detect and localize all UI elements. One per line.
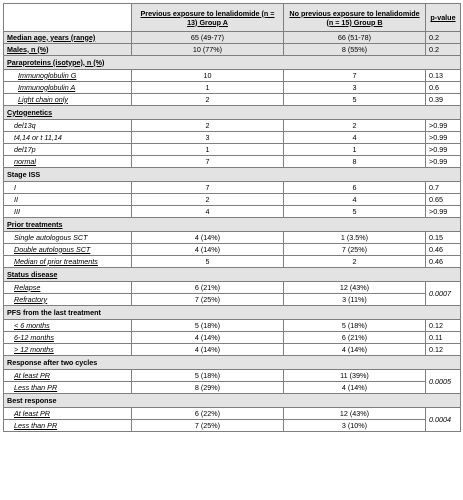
group-b-value: 12 (43%) bbox=[284, 408, 426, 420]
row-label: del17p bbox=[4, 144, 132, 156]
group-b-value: 3 (10%) bbox=[284, 420, 426, 432]
p-value: 0.65 bbox=[426, 194, 461, 206]
row-label: Refractory bbox=[4, 294, 132, 306]
group-b-value: 4 (14%) bbox=[284, 382, 426, 394]
table-row bbox=[4, 370, 461, 382]
table-row bbox=[4, 232, 461, 244]
table-row bbox=[4, 94, 461, 106]
table-row bbox=[4, 420, 461, 432]
header-p-value: p-value bbox=[426, 4, 461, 32]
group-a-value: 4 (14%) bbox=[132, 244, 284, 256]
p-value-merged: 0.0004 bbox=[426, 408, 461, 432]
row-label: Median age, years (range) bbox=[4, 32, 132, 44]
section-header-stage-iss bbox=[4, 168, 461, 182]
row-label: At least PR bbox=[4, 408, 132, 420]
group-b-value: 5 (18%) bbox=[284, 320, 426, 332]
group-b-value: 3 (11%) bbox=[284, 294, 426, 306]
table-row-median-age bbox=[4, 32, 461, 44]
group-a-value: 5 (18%) bbox=[132, 320, 284, 332]
header-group-a: Previous exposure to lenalidomide (n = 13) Group A bbox=[132, 4, 284, 32]
group-a-value: 2 bbox=[132, 194, 284, 206]
group-b-value: 2 bbox=[284, 256, 426, 268]
group-b-value: 6 (21%) bbox=[284, 332, 426, 344]
group-a-value: 7 bbox=[132, 156, 284, 168]
table-row bbox=[4, 320, 461, 332]
group-b-value: 3 bbox=[284, 82, 426, 94]
p-value: 0.11 bbox=[426, 332, 461, 344]
group-a-value: 3 bbox=[132, 132, 284, 144]
row-label: Males, n (%) bbox=[4, 44, 132, 56]
row-label: del13q bbox=[4, 120, 132, 132]
table-row bbox=[4, 182, 461, 194]
table-row bbox=[4, 70, 461, 82]
group-a-value: 10 (77%) bbox=[132, 44, 284, 56]
p-value: >0.99 bbox=[426, 206, 461, 218]
section-title: Status disease bbox=[4, 268, 461, 282]
group-a-value: 2 bbox=[132, 94, 284, 106]
p-value: 0.6 bbox=[426, 82, 461, 94]
table-row bbox=[4, 244, 461, 256]
section-title: Prior treatments bbox=[4, 218, 461, 232]
p-value: >0.99 bbox=[426, 120, 461, 132]
p-value: 0.7 bbox=[426, 182, 461, 194]
section-title: PFS from the last treatment bbox=[4, 306, 461, 320]
group-b-value: 5 bbox=[284, 94, 426, 106]
group-b-value: 8 (55%) bbox=[284, 44, 426, 56]
group-b-value: 1 bbox=[284, 144, 426, 156]
group-b-value: 2 bbox=[284, 120, 426, 132]
section-header-paraproteins bbox=[4, 56, 461, 70]
table-row bbox=[4, 156, 461, 168]
p-value: 0.12 bbox=[426, 344, 461, 356]
group-b-value: 7 bbox=[284, 70, 426, 82]
row-label: t4,14 or t 11,14 bbox=[4, 132, 132, 144]
p-value: 0.46 bbox=[426, 256, 461, 268]
table-row bbox=[4, 144, 461, 156]
header-empty-cell bbox=[4, 4, 132, 32]
group-a-value: 5 bbox=[132, 256, 284, 268]
row-label: < 6 months bbox=[4, 320, 132, 332]
section-header-pfs bbox=[4, 306, 461, 320]
section-header-prior-treatments bbox=[4, 218, 461, 232]
group-a-value: 5 (18%) bbox=[132, 370, 284, 382]
row-label: III bbox=[4, 206, 132, 218]
group-a-value: 7 bbox=[132, 182, 284, 194]
table-row bbox=[4, 120, 461, 132]
patient-characteristics-table bbox=[3, 3, 461, 432]
table-row bbox=[4, 194, 461, 206]
row-label: Light chain only bbox=[4, 94, 132, 106]
row-label: Less than PR bbox=[4, 420, 132, 432]
group-a-value: 65 (49-77) bbox=[132, 32, 284, 44]
header-group-b: No previous exposure to lenalidomide (n = 15) Group B bbox=[284, 4, 426, 32]
table-row bbox=[4, 344, 461, 356]
group-b-value: 8 bbox=[284, 156, 426, 168]
group-b-value: 4 bbox=[284, 132, 426, 144]
group-a-value: 1 bbox=[132, 82, 284, 94]
group-b-value: 5 bbox=[284, 206, 426, 218]
group-b-value: 12 (43%) bbox=[284, 282, 426, 294]
row-label: II bbox=[4, 194, 132, 206]
table-row bbox=[4, 382, 461, 394]
group-a-value: 2 bbox=[132, 120, 284, 132]
row-label: > 12 months bbox=[4, 344, 132, 356]
row-label: Less than PR bbox=[4, 382, 132, 394]
row-label: Single autologous SCT bbox=[4, 232, 132, 244]
p-value: 0.39 bbox=[426, 94, 461, 106]
p-value-merged: 0.0005 bbox=[426, 370, 461, 394]
section-header-cytogenetics bbox=[4, 106, 461, 120]
table-row bbox=[4, 408, 461, 420]
p-value: 0.12 bbox=[426, 320, 461, 332]
group-a-value: 4 bbox=[132, 206, 284, 218]
p-value: 0.2 bbox=[426, 32, 461, 44]
p-value: 0.15 bbox=[426, 232, 461, 244]
row-label: At least PR bbox=[4, 370, 132, 382]
group-b-value: 11 (39%) bbox=[284, 370, 426, 382]
group-a-value: 1 bbox=[132, 144, 284, 156]
group-a-value: 4 (14%) bbox=[132, 232, 284, 244]
row-label: Median of prior treatments bbox=[4, 256, 132, 268]
section-header-response-two-cycles bbox=[4, 356, 461, 370]
table-row bbox=[4, 206, 461, 218]
row-label: normal bbox=[4, 156, 132, 168]
group-b-value: 6 bbox=[284, 182, 426, 194]
group-a-value: 4 (14%) bbox=[132, 344, 284, 356]
row-label: Double autologous SCT bbox=[4, 244, 132, 256]
row-label: I bbox=[4, 182, 132, 194]
table-header-row bbox=[4, 4, 461, 32]
p-value: >0.99 bbox=[426, 156, 461, 168]
row-label: 6-12 months bbox=[4, 332, 132, 344]
row-label: Immunoglobulin G bbox=[4, 70, 132, 82]
section-title: Paraproteins (isotype), n (%) bbox=[4, 56, 461, 70]
group-a-value: 10 bbox=[132, 70, 284, 82]
table-row bbox=[4, 82, 461, 94]
p-value: >0.99 bbox=[426, 144, 461, 156]
section-header-best-response bbox=[4, 394, 461, 408]
section-title: Stage ISS bbox=[4, 168, 461, 182]
table-row bbox=[4, 294, 461, 306]
section-title: Response after two cycles bbox=[4, 356, 461, 370]
section-header-status-disease bbox=[4, 268, 461, 282]
p-value: 0.46 bbox=[426, 244, 461, 256]
table-row bbox=[4, 332, 461, 344]
row-label: Relapse bbox=[4, 282, 132, 294]
p-value: 0.13 bbox=[426, 70, 461, 82]
p-value: >0.99 bbox=[426, 132, 461, 144]
p-value-merged: 0.0007 bbox=[426, 282, 461, 306]
group-a-value: 6 (21%) bbox=[132, 282, 284, 294]
p-value: 0.2 bbox=[426, 44, 461, 56]
table-row bbox=[4, 256, 461, 268]
group-b-value: 4 bbox=[284, 194, 426, 206]
group-a-value: 7 (25%) bbox=[132, 420, 284, 432]
section-title: Cytogenetics bbox=[4, 106, 461, 120]
group-b-value: 4 (14%) bbox=[284, 344, 426, 356]
row-label: Immunoglobulin A bbox=[4, 82, 132, 94]
group-a-value: 4 (14%) bbox=[132, 332, 284, 344]
table-row bbox=[4, 132, 461, 144]
section-title: Best response bbox=[4, 394, 461, 408]
group-b-value: 66 (51-78) bbox=[284, 32, 426, 44]
group-b-value: 7 (25%) bbox=[284, 244, 426, 256]
group-a-value: 7 (25%) bbox=[132, 294, 284, 306]
table-row bbox=[4, 282, 461, 294]
group-b-value: 1 (3.5%) bbox=[284, 232, 426, 244]
group-a-value: 8 (29%) bbox=[132, 382, 284, 394]
group-a-value: 6 (22%) bbox=[132, 408, 284, 420]
table-row-males bbox=[4, 44, 461, 56]
